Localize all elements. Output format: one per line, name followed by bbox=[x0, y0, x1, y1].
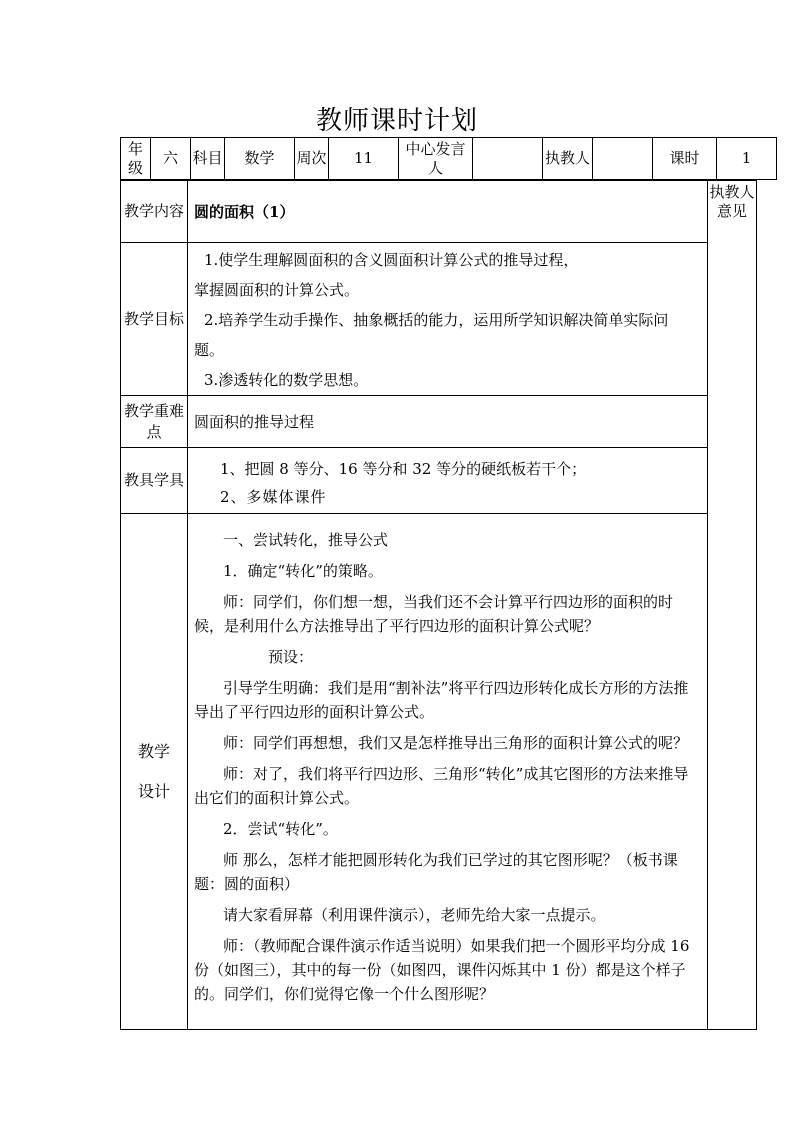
teacher-label: 执教人 bbox=[543, 138, 593, 180]
design-paragraph: 引导学生明确：我们是用“割补法”将平行四边形转化成长方形的方法推导出了平行四边形的面积计算公式。 bbox=[194, 679, 689, 721]
design-paragraph: 预设： bbox=[268, 648, 314, 666]
opinion-label: 执教人意见 bbox=[708, 181, 757, 1030]
subject-label: 科目 bbox=[191, 138, 225, 180]
goal-item: 1.使学生理解圆面积的含义圆面积计算公式的推导过程， bbox=[204, 251, 579, 269]
content-value: 圆的面积（1） bbox=[188, 181, 708, 243]
tools-cell bbox=[188, 448, 708, 514]
header-table bbox=[120, 137, 777, 180]
week-label: 周次 bbox=[295, 138, 329, 180]
goals-cell bbox=[188, 243, 708, 396]
speaker-label: 中心发言人 bbox=[399, 138, 473, 180]
design-paragraph: 师 那么，怎样才能把圆形转化为我们已学过的其它图形呢？（板书课题：圆的面积） bbox=[194, 851, 678, 893]
period-label: 课时 bbox=[653, 138, 717, 180]
period-value: 1 bbox=[717, 138, 777, 180]
subject-value: 数学 bbox=[225, 138, 295, 180]
design-paragraph: 师：（教师配合课件演示作适当说明）如果我们把一个圆形平均分成 16 份（如图三），其中的每一份（如图四，课件闪烁其中 1 份）都是这个样子的。同学们，你们觉得它像一个什么图形呢？ bbox=[194, 937, 690, 1003]
design-paragraph: 师：同学们，你们想一想，当我们还不会计算平行四边形的面积的时候，是利用什么方法推导出了平行四边形的面积计算公式呢？ bbox=[194, 593, 674, 635]
tool-item: 1、把圆 8 等分、16 等分和 32 等分的硬纸板若干个； bbox=[220, 460, 587, 478]
tools-label: 教具学具 bbox=[121, 448, 188, 514]
design-paragraph: 2．尝试“转化”。 bbox=[223, 820, 338, 838]
content-label: 教学内容 bbox=[121, 181, 188, 243]
goal-item: 3.渗透转化的数学思想。 bbox=[204, 371, 369, 389]
key-points-value: 圆面积的推导过程 bbox=[188, 396, 708, 448]
design-label-line: 设计 bbox=[137, 781, 170, 801]
goal-item: 掌握圆面积的计算公式。 bbox=[194, 281, 360, 299]
design-cell bbox=[188, 514, 708, 1030]
page-title: 教师课时计划 bbox=[315, 106, 478, 136]
grade-value: 六 bbox=[151, 138, 191, 180]
key-points-label: 教学重难点 bbox=[121, 396, 188, 448]
design-paragraph: 师：同学们再想想，我们又是怎样推导出三角形的面积计算公式的呢？ bbox=[223, 734, 689, 752]
design-paragraph: 1．确定“转化”的策略。 bbox=[223, 562, 383, 580]
design-paragraph: 师：对了，我们将平行四边形、三角形“转化”成其它图形的方法来推导出它们的面积计算公式。 bbox=[194, 765, 689, 807]
goals-label: 教学目标 bbox=[121, 243, 188, 396]
teacher-value bbox=[593, 138, 653, 180]
goal-item: 2.培养学生动手操作、抽象概括的能力，运用所学知识解决简单实际问题。 bbox=[194, 311, 669, 359]
design-paragraph: 一、尝试转化，推导公式 bbox=[223, 531, 389, 549]
week-value: 11 bbox=[329, 138, 399, 180]
plan-table bbox=[120, 180, 757, 1030]
speaker-value bbox=[473, 138, 543, 180]
tool-item: 2、多媒体课件 bbox=[220, 488, 327, 506]
design-label bbox=[121, 514, 188, 1030]
design-paragraph: 请大家看屏幕（利用课件演示），老师先给大家一点提示。 bbox=[223, 906, 606, 924]
design-label-line: 教学 bbox=[137, 741, 170, 761]
grade-label: 年级 bbox=[121, 138, 151, 180]
